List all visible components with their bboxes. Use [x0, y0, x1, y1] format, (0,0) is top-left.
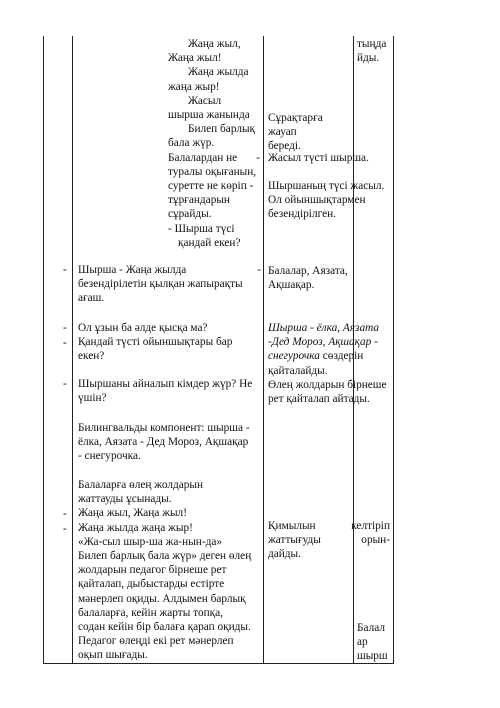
main-line: жаттауды ұсынады. [78, 493, 172, 506]
table-border-col1 [72, 36, 73, 664]
table-border-left [43, 36, 44, 664]
main-line: ағаш. [78, 292, 105, 305]
main-line [78, 263, 261, 277]
children-line: Жасыл түсті шырша. [268, 152, 369, 164]
children-line [268, 533, 390, 547]
children-bottom [357, 621, 393, 664]
main-line: жолдарын педагог бірнеше рет [78, 564, 227, 577]
main-line: Ол ұзын ба әлде қысқа ма? [78, 322, 208, 334]
main-line: Педагог өлеңді екі рет мәнерлеп [78, 635, 234, 648]
table-border-right [393, 36, 394, 664]
children-text: жаттығуды [268, 534, 321, 547]
poem-line: бала жүр. [168, 137, 215, 150]
children-line: ар [357, 636, 368, 649]
main-line: Қандай түсті ойыншықтары бар [78, 336, 233, 349]
main-line: екен? [78, 350, 105, 363]
main-text: Шырша - Жаңа жылда [78, 264, 187, 276]
main-line: балаларға, кейін жарты топқа, [78, 606, 223, 619]
children-line: йды. [357, 52, 380, 65]
main-line: үшін? [78, 392, 107, 405]
main-block-3 [78, 377, 261, 405]
children-line: дайды. [268, 548, 301, 561]
bullet-dash: - [63, 508, 67, 520]
poem-line: шырша жанында [168, 109, 250, 122]
question-text: Балалардан не [168, 151, 238, 164]
children-line: шырш [357, 650, 388, 663]
poem-line: жаңа жыр! [168, 80, 220, 93]
main-line: қайталап, дыбыстарды естірте [78, 578, 225, 591]
children-top [357, 37, 393, 65]
children-line: Шырша - ёлка, Аязата [268, 322, 380, 334]
main-line: безендірілетін қылқан жапырақты [78, 278, 243, 291]
children-text: Қимылын [268, 520, 316, 532]
dash-mark: - [257, 264, 261, 276]
children-line: Балалар, Аязата, [268, 265, 348, 277]
dash-mark: - [256, 151, 260, 164]
main-block-1 [78, 263, 261, 306]
children-answer-2 [268, 151, 378, 165]
main-block-2 [78, 321, 261, 364]
poem-line: Билеп барлық [188, 123, 256, 136]
children-text: сөздерін [319, 350, 364, 363]
children-line: -Дед Мороз, Ақшақар - [268, 336, 378, 349]
children-line: Шыршаның түсі жасыл. [268, 180, 385, 192]
main-line: Жаңа жылда жаңа жыр! [78, 521, 193, 534]
main-line: Балаларға өлең жолдарын [78, 479, 203, 491]
poem-line: Жаңа жыл, [188, 38, 241, 50]
children-line: Ол ойыншықтармен [268, 194, 366, 207]
main-line: Билингвальды компонент: шырша - [78, 422, 250, 434]
children-answer-4 [268, 264, 378, 292]
children-answer-1 [268, 111, 352, 154]
children-line: қайталайды. [268, 364, 328, 377]
children-text: келтіріп [351, 520, 390, 532]
question-line: - Шырша түсі [168, 222, 235, 235]
children-line: рет қайталап айтады. [268, 393, 370, 406]
main-line: оқып шығады. [78, 649, 148, 662]
main-line: содан кейін бір балаға қарап оқиды. [78, 621, 251, 634]
children-line: Сұрақтарға жауап [268, 112, 323, 139]
question-line: сұрайды. [168, 208, 212, 221]
bilingual-component [78, 421, 261, 464]
bullet-dash: - [63, 378, 67, 390]
poem-line: Жаңа жыл! [168, 52, 222, 65]
question-line: туралы оқығанын, [168, 165, 257, 178]
children-line: береді. [268, 140, 301, 153]
main-block-5 [78, 478, 261, 663]
poem-block [168, 37, 260, 250]
children-answer-5 [268, 321, 393, 378]
bullet-dash: - [63, 322, 67, 334]
children-text: снегурочка [268, 350, 320, 363]
question-line: суретте не көріп - [168, 180, 254, 193]
main-line: «Жа-сыл шыр-ша жа-нын-да» [78, 535, 223, 548]
children-line: тыңда [357, 38, 387, 50]
children-text: орын- [361, 534, 390, 547]
poem-line: Жаңа жылда [188, 66, 249, 79]
main-line: Жаңа жыл, Жаңа жыл! [78, 507, 187, 520]
main-line: мәнерлеп оқиды. Алдымен барлық [78, 592, 246, 605]
children-line [268, 519, 390, 533]
children-answer-7 [268, 519, 390, 562]
main-line: - снегурочка. [78, 450, 141, 463]
children-answer-6 [268, 378, 393, 406]
children-line [268, 349, 393, 363]
main-line: Шыршаны айналып кімдер жүр? Не [78, 378, 253, 390]
bullet-dash: - [63, 337, 67, 349]
question-line: қандай екен? [178, 236, 241, 249]
table-border-bottom [43, 663, 394, 664]
children-line: Ақшақар. [268, 279, 315, 292]
question-line [168, 151, 260, 165]
main-line: ёлка, Аязата - Дед Мороз, Ақшақар [78, 436, 249, 449]
table-border-col2 [263, 36, 264, 664]
children-answer-3 [268, 179, 388, 222]
question-line: тұрғандарын [168, 194, 230, 207]
children-line: безендірілген. [268, 208, 336, 221]
main-line: Билеп барлық бала жүр» деген өлең [78, 550, 252, 563]
children-line: Балал [357, 622, 385, 634]
poem-line: Жасыл [188, 94, 222, 107]
bullet-dash: - [63, 523, 67, 535]
children-line: Өлең жолдарын бірнеше [268, 379, 387, 391]
bullet-dash: - [63, 264, 67, 276]
